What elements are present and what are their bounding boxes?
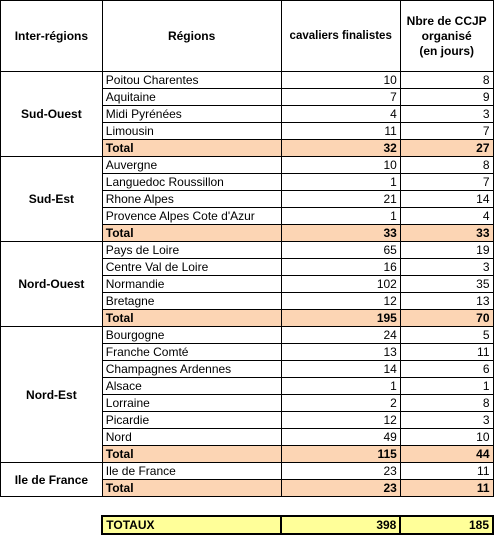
- cavaliers-cell: 21: [281, 191, 400, 208]
- jours-cell: 6: [400, 361, 493, 378]
- jours-cell: 35: [400, 276, 493, 293]
- cavaliers-cell: 14: [281, 361, 400, 378]
- region-cell: Pays de Loire: [102, 242, 281, 259]
- header-inter-regions: Inter-régions: [1, 1, 103, 72]
- region-cell: Aquitaine: [102, 89, 281, 106]
- total-cavaliers: 115: [281, 446, 400, 463]
- group-name: Sud-Est: [1, 157, 103, 242]
- spacer-cell: [1, 497, 103, 517]
- jours-cell: 11: [400, 344, 493, 361]
- jours-cell: 11: [400, 463, 493, 480]
- group-name: Sud-Ouest: [1, 72, 103, 157]
- region-cell: Nord: [102, 429, 281, 446]
- jours-cell: 8: [400, 157, 493, 174]
- region-cell: Limousin: [102, 123, 281, 140]
- jours-cell: 8: [400, 72, 493, 89]
- total-label: Total: [102, 225, 281, 242]
- region-cell: Franche Comté: [102, 344, 281, 361]
- cavaliers-cell: 49: [281, 429, 400, 446]
- region-cell: Normandie: [102, 276, 281, 293]
- region-cell: Centre Val de Loire: [102, 259, 281, 276]
- cavaliers-cell: 65: [281, 242, 400, 259]
- jours-cell: 13: [400, 293, 493, 310]
- total-jours: 33: [400, 225, 493, 242]
- cavaliers-cell: 12: [281, 293, 400, 310]
- header-row: [1, 1, 494, 72]
- total-cavaliers: 195: [281, 310, 400, 327]
- jours-cell: 1: [400, 378, 493, 395]
- grand-total-spacer: [1, 516, 103, 534]
- cavaliers-cell: 13: [281, 344, 400, 361]
- jours-cell: 9: [400, 89, 493, 106]
- header-ccjp-line3: (en jours): [419, 43, 475, 58]
- region-cell: Bourgogne: [102, 327, 281, 344]
- total-label: Total: [102, 310, 281, 327]
- cavaliers-cell: 11: [281, 123, 400, 140]
- spacer-row: [1, 497, 494, 517]
- table-row: [1, 327, 494, 344]
- group-name: Nord-Est: [1, 327, 103, 463]
- jours-cell: 7: [400, 123, 493, 140]
- cavaliers-cell: 1: [281, 174, 400, 191]
- spacer-cell: [400, 497, 493, 517]
- cavaliers-cell: 1: [281, 208, 400, 225]
- spacer-cell: [281, 497, 400, 517]
- jours-cell: 5: [400, 327, 493, 344]
- header-cavaliers: cavaliers finalistes: [281, 1, 400, 72]
- cavaliers-cell: 16: [281, 259, 400, 276]
- jours-cell: 3: [400, 259, 493, 276]
- region-cell: Lorraine: [102, 395, 281, 412]
- group-name: Nord-Ouest: [1, 242, 103, 327]
- region-cell: Rhone Alpes: [102, 191, 281, 208]
- total-jours: 70: [400, 310, 493, 327]
- cavaliers-cell: 10: [281, 72, 400, 89]
- region-cell: Midi Pyrénées: [102, 106, 281, 123]
- group-name: Ile de France: [1, 463, 103, 497]
- region-cell: Provence Alpes Cote d'Azur: [102, 208, 281, 225]
- total-label: Total: [102, 140, 281, 157]
- cavaliers-cell: 4: [281, 106, 400, 123]
- total-cavaliers: 23: [281, 480, 400, 497]
- jours-cell: 3: [400, 106, 493, 123]
- jours-cell: 7: [400, 174, 493, 191]
- jours-cell: 10: [400, 429, 493, 446]
- region-cell: Champagnes Ardennes: [102, 361, 281, 378]
- cavaliers-cell: 12: [281, 412, 400, 429]
- table-row: [1, 242, 494, 259]
- grand-total-cavaliers: 398: [281, 516, 400, 534]
- grand-total-jours: 185: [400, 516, 493, 534]
- total-label: Total: [102, 446, 281, 463]
- region-cell: Bretagne: [102, 293, 281, 310]
- region-cell: Ile de France: [102, 463, 281, 480]
- cavaliers-cell: 1: [281, 378, 400, 395]
- cavaliers-cell: 7: [281, 89, 400, 106]
- total-label: Total: [102, 480, 281, 497]
- jours-cell: 8: [400, 395, 493, 412]
- total-jours: 11: [400, 480, 493, 497]
- total-cavaliers: 32: [281, 140, 400, 157]
- grand-total-label: TOTAUX: [102, 516, 281, 534]
- cavaliers-cell: 10: [281, 157, 400, 174]
- header-regions: Régions: [102, 1, 281, 72]
- total-jours: 27: [400, 140, 493, 157]
- jours-cell: 19: [400, 242, 493, 259]
- region-cell: Picardie: [102, 412, 281, 429]
- cavaliers-cell: 2: [281, 395, 400, 412]
- region-cell: Auvergne: [102, 157, 281, 174]
- cavaliers-cell: 23: [281, 463, 400, 480]
- grand-total-row: [1, 516, 494, 534]
- table-row: [1, 463, 494, 480]
- region-cell: Alsace: [102, 378, 281, 395]
- header-ccjp-line2: organisé: [421, 28, 472, 43]
- spacer-cell: [102, 497, 281, 517]
- table-row: [1, 157, 494, 174]
- table-row: [1, 72, 494, 89]
- region-cell: Poitou Charentes: [102, 72, 281, 89]
- total-jours: 44: [400, 446, 493, 463]
- total-cavaliers: 33: [281, 225, 400, 242]
- cavaliers-cell: 102: [281, 276, 400, 293]
- cavaliers-cell: 24: [281, 327, 400, 344]
- header-ccjp: [400, 1, 493, 72]
- jours-cell: 3: [400, 412, 493, 429]
- region-cell: Languedoc Roussillon: [102, 174, 281, 191]
- jours-cell: 4: [400, 208, 493, 225]
- jours-cell: 14: [400, 191, 493, 208]
- header-ccjp-line1: Nbre de CCJP: [406, 13, 487, 28]
